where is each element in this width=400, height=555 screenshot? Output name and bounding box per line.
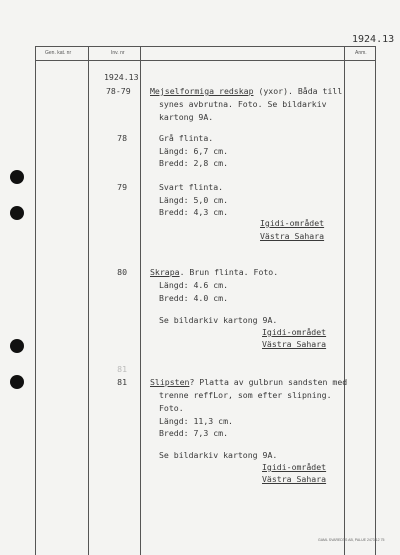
punch-hole bbox=[10, 339, 24, 353]
length-line: Längd: 11,3 cm. bbox=[159, 416, 233, 426]
description-line: synes avbrutna. Foto. Se bildarkiv bbox=[159, 99, 327, 109]
description-line: Foto. bbox=[159, 403, 184, 413]
punch-hole bbox=[10, 375, 24, 389]
archive-reference: Se bildarkiv kartong 9A. bbox=[159, 450, 278, 460]
column-divider-5 bbox=[375, 46, 376, 555]
inventory-number-faint: 81 bbox=[117, 364, 127, 374]
length-line: Längd: 4.6 cm. bbox=[159, 280, 229, 290]
column-header-gen-kat: Gen. kat. nr bbox=[45, 50, 72, 56]
location-country: Västra Sahara bbox=[260, 231, 325, 241]
item-name: Skrapa bbox=[150, 267, 180, 277]
punch-hole bbox=[10, 170, 24, 184]
inventory-number: 80 bbox=[117, 267, 127, 277]
location-region: Igidi-området bbox=[262, 462, 327, 472]
column-divider-3 bbox=[140, 46, 141, 555]
length-line: Längd: 6,7 cm. bbox=[159, 146, 229, 156]
column-header-anm: Anm. bbox=[355, 50, 367, 56]
inventory-number: 78 bbox=[117, 133, 127, 143]
width-line: Bredd: 2,8 cm. bbox=[159, 158, 229, 168]
description-line bbox=[150, 377, 347, 387]
location-country: Västra Sahara bbox=[262, 474, 327, 484]
item-name: Slipsten bbox=[150, 377, 190, 387]
location-region: Igidi-området bbox=[260, 218, 325, 228]
column-divider-1 bbox=[35, 46, 36, 555]
header-top-rule bbox=[35, 46, 375, 47]
column-header-inv: Inv. nr bbox=[111, 50, 125, 56]
width-line: Bredd: 4,3 cm. bbox=[159, 207, 229, 217]
column-divider-2 bbox=[88, 46, 89, 555]
inventory-year: 1924.13 bbox=[104, 72, 139, 82]
inventory-number: 78-79 bbox=[106, 86, 131, 96]
punch-hole bbox=[10, 206, 24, 220]
width-line: Bredd: 4.0 cm. bbox=[159, 293, 229, 303]
description-line: trenne reffLor, som efter slipning. bbox=[159, 390, 332, 400]
item-name-rest: ? Platta av gulbrun sandsten med bbox=[189, 377, 348, 387]
description-line bbox=[150, 267, 278, 277]
description-line: kartong 9A. bbox=[159, 112, 214, 122]
inventory-number: 79 bbox=[117, 182, 127, 192]
description-line bbox=[150, 86, 342, 96]
printer-imprint: GAML SVAREDTS AB, PALUE 2473 12 75 bbox=[318, 538, 385, 542]
location-region: Igidi-området bbox=[262, 327, 327, 337]
description-line: Grå flinta. bbox=[159, 133, 214, 143]
location-country: Västra Sahara bbox=[262, 339, 327, 349]
page-number: 1924.13 bbox=[352, 34, 395, 45]
column-divider-4 bbox=[344, 46, 345, 555]
length-line: Längd: 5,0 cm. bbox=[159, 195, 229, 205]
description-line: Svart flinta. bbox=[159, 182, 224, 192]
item-name-rest: (yxor). Båda till bbox=[253, 86, 343, 96]
width-line: Bredd: 7,3 cm. bbox=[159, 428, 229, 438]
item-name: Mejselformiga redskap bbox=[150, 86, 254, 96]
inventory-number: 81 bbox=[117, 377, 127, 387]
archive-reference: Se bildarkiv kartong 9A. bbox=[159, 315, 278, 325]
header-bottom-rule bbox=[35, 60, 375, 61]
item-name-rest: . Brun flinta. Foto. bbox=[179, 267, 279, 277]
